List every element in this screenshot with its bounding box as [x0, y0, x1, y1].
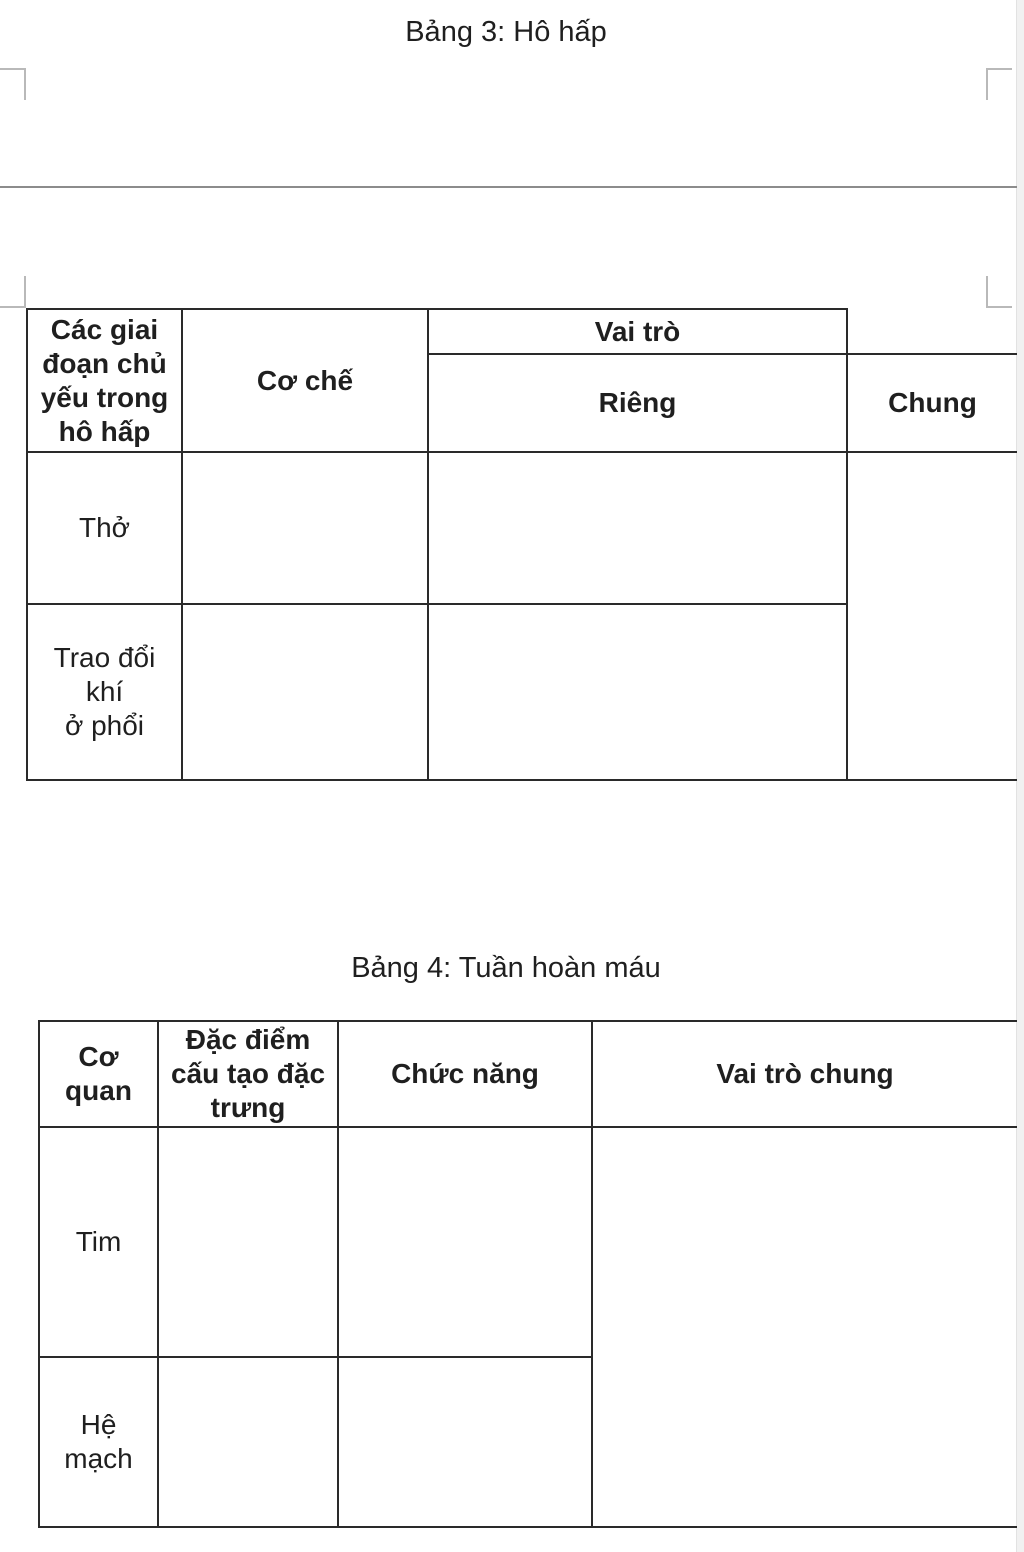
cell-mechanism[interactable] [183, 453, 427, 603]
table-4-title: Bảng 4: Tuần hoàn máu [351, 952, 661, 984]
header-role [429, 310, 846, 353]
header-mechanism-label: Cơ chế [256, 364, 354, 396]
margin-corner-top-left [0, 68, 26, 100]
header-function [339, 1022, 591, 1126]
table-border [26, 779, 1017, 781]
cell-specific-role[interactable] [429, 453, 846, 603]
margin-corner-top-right [986, 68, 1012, 100]
header-common [848, 355, 1017, 451]
margin-corner-bottom-left [0, 276, 26, 308]
header-specific [429, 355, 846, 451]
row-organ-vessels [40, 1358, 157, 1526]
header-stages-label: Các giai đoạn chủ yếu trong hô hấp [40, 313, 169, 447]
table-border [38, 1526, 1017, 1528]
cell-common-role[interactable] [593, 1128, 1017, 1526]
cell-specific-role[interactable] [429, 605, 846, 779]
header-function-label: Chức năng [391, 1058, 539, 1089]
row-organ-heart [40, 1128, 157, 1356]
header-organ-label: Cơ quan [65, 1041, 132, 1106]
cell-common-role[interactable] [848, 453, 1017, 779]
row-stage-breathing [28, 453, 181, 603]
row-stage-gas-exchange [28, 605, 181, 779]
page-break-line [0, 186, 1017, 188]
table-3-title: Bảng 3: Hô hấp [405, 16, 607, 48]
header-role-label: Vai trò [594, 315, 681, 347]
cell-mechanism[interactable] [183, 605, 427, 779]
page-edge [1016, 0, 1024, 1552]
header-common-role-label: Vai trò chung [716, 1058, 894, 1089]
header-common-label: Chung [888, 387, 977, 418]
header-organ [40, 1022, 157, 1126]
header-stages [28, 310, 181, 451]
header-features-label: Đặc điểm cấu tạo đặc trưng [170, 1024, 326, 1123]
organ-label: Tim [75, 1226, 122, 1257]
stage-label: Thở [78, 512, 131, 543]
organ-label: Hệ mạch [64, 1409, 133, 1474]
cell-features[interactable] [159, 1358, 337, 1526]
header-features [159, 1022, 337, 1126]
header-common-role [593, 1022, 1017, 1126]
cell-features[interactable] [159, 1128, 337, 1356]
cell-function[interactable] [339, 1128, 591, 1356]
header-specific-label: Riêng [598, 387, 677, 418]
cell-function[interactable] [339, 1358, 591, 1526]
stage-label: Trao đổi khí ở phổi [53, 642, 156, 741]
margin-corner-bottom-right [986, 276, 1012, 308]
header-mechanism [183, 310, 427, 451]
